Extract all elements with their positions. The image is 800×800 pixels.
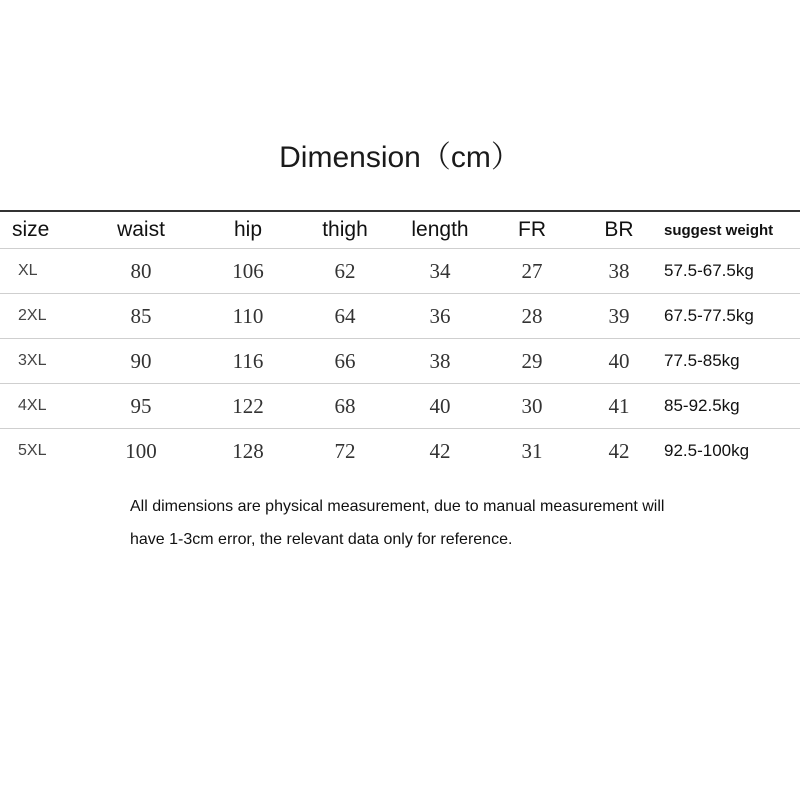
page-title: Dimension（cm） bbox=[279, 141, 521, 174]
header-size: size bbox=[0, 211, 86, 249]
cell-weight: 57.5-67.5kg bbox=[664, 249, 800, 294]
header-length: length bbox=[390, 211, 490, 249]
cell-hip: 110 bbox=[196, 294, 300, 339]
cell-fr: 28 bbox=[490, 294, 574, 339]
table-row bbox=[0, 249, 800, 294]
cell-hip: 128 bbox=[196, 429, 300, 463]
cell-thigh: 64 bbox=[300, 294, 390, 339]
header-fr: FR bbox=[490, 211, 574, 249]
cell-thigh: 66 bbox=[300, 339, 390, 384]
cell-fr: 30 bbox=[490, 384, 574, 429]
cell-size: 3XL bbox=[0, 339, 86, 384]
header-br: BR bbox=[574, 211, 664, 249]
cell-fr: 29 bbox=[490, 339, 574, 384]
cell-thigh: 72 bbox=[300, 429, 390, 463]
note-line-2: have 1-3cm error, the relevant data only for reference. bbox=[130, 531, 513, 548]
header-row bbox=[0, 211, 800, 249]
cell-hip: 106 bbox=[196, 249, 300, 294]
cell-thigh: 68 bbox=[300, 384, 390, 429]
cell-size: 2XL bbox=[0, 294, 86, 339]
cell-weight: 92.5-100kg bbox=[664, 429, 800, 463]
cell-waist: 90 bbox=[86, 339, 196, 384]
cell-size: XL bbox=[0, 249, 86, 294]
cell-hip: 122 bbox=[196, 384, 300, 429]
cell-length: 40 bbox=[390, 384, 490, 429]
header-thigh: thigh bbox=[300, 211, 390, 249]
cell-hip: 116 bbox=[196, 339, 300, 384]
size-chart bbox=[0, 210, 800, 462]
size-table bbox=[0, 210, 800, 462]
cell-waist: 80 bbox=[86, 249, 196, 294]
cell-size: 5XL bbox=[0, 429, 86, 463]
cell-thigh: 62 bbox=[300, 249, 390, 294]
header-suggest-weight: suggest weight bbox=[664, 211, 800, 249]
header-hip: hip bbox=[196, 211, 300, 249]
header-waist: waist bbox=[86, 211, 196, 249]
cell-waist: 100 bbox=[86, 429, 196, 463]
cell-weight: 77.5-85kg bbox=[664, 339, 800, 384]
note-line-1: All dimensions are physical measurement, due to manual measurement will bbox=[130, 498, 665, 515]
cell-br: 38 bbox=[574, 249, 664, 294]
cell-waist: 95 bbox=[86, 384, 196, 429]
table-row bbox=[0, 429, 800, 463]
cell-br: 39 bbox=[574, 294, 664, 339]
measurement-note bbox=[130, 490, 750, 556]
table-row bbox=[0, 294, 800, 339]
cell-br: 40 bbox=[574, 339, 664, 384]
cell-length: 34 bbox=[390, 249, 490, 294]
table-row bbox=[0, 339, 800, 384]
cell-length: 42 bbox=[390, 429, 490, 463]
table-row bbox=[0, 384, 800, 429]
cell-length: 36 bbox=[390, 294, 490, 339]
cell-fr: 31 bbox=[490, 429, 574, 463]
cell-waist: 85 bbox=[86, 294, 196, 339]
cell-br: 41 bbox=[574, 384, 664, 429]
cell-fr: 27 bbox=[490, 249, 574, 294]
cell-size: 4XL bbox=[0, 384, 86, 429]
cell-weight: 67.5-77.5kg bbox=[664, 294, 800, 339]
cell-weight: 85-92.5kg bbox=[664, 384, 800, 429]
cell-length: 38 bbox=[390, 339, 490, 384]
cell-br: 42 bbox=[574, 429, 664, 463]
